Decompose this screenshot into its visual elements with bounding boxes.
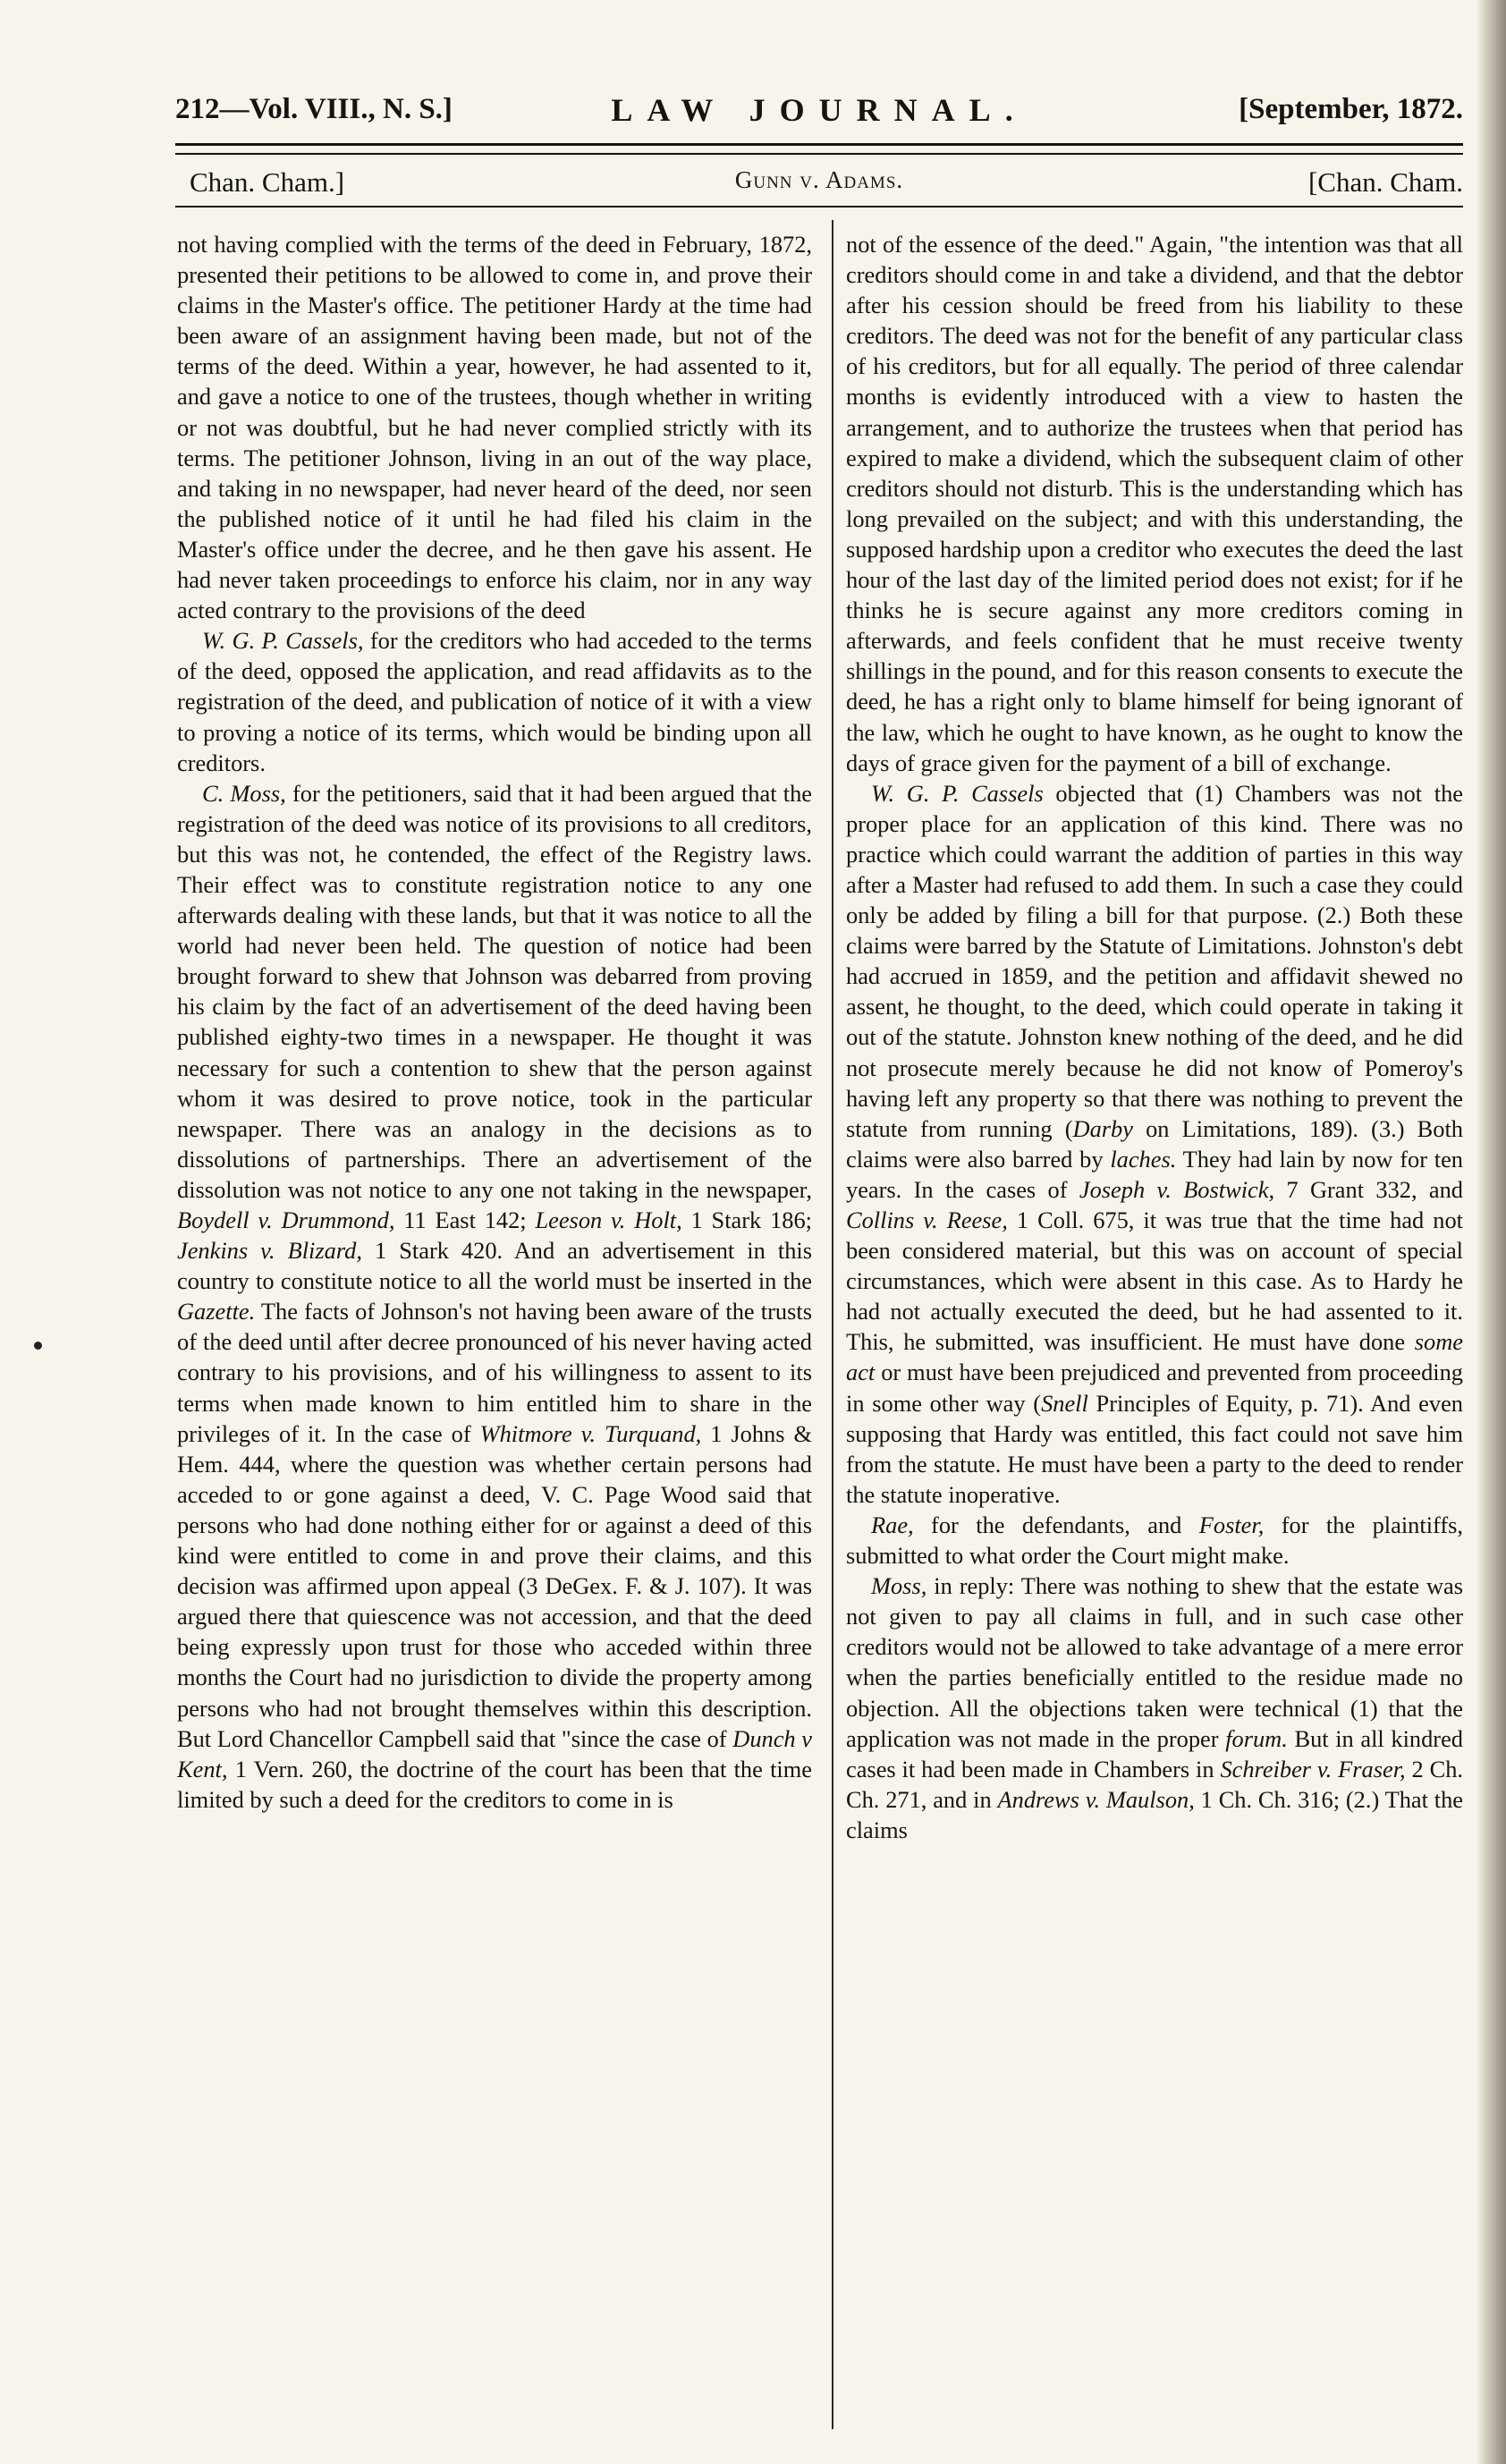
header-double-rule	[175, 143, 1463, 155]
case-title: Gunn v. Adams.	[734, 166, 904, 193]
court-right: [Chan. Cham.	[1307, 166, 1463, 198]
column-divider	[832, 220, 833, 2429]
court-left: Chan. Cham.]	[190, 166, 345, 198]
header-rule	[175, 206, 1463, 207]
paragraph: not having complied with the terms of the deed in February, 1872, presented their petitions to be allowed to come in, and prove their claims in the Master's office. The petitioner Hardy at the time had been aware of an assignment having been made, but not of the terms of the deed. Within a year, however, he had assented to it, and gave a notice to one of the trustees, though whether in writing or not was doubtful, but he had never complied strictly with its terms. The petitioner Johnson, living in an out of the way place, and taking in no newspaper, had never heard of the deed, nor seen the published notice of it until he had filed his claim in the Master's office under the decree, and he then gave his assent. He had never taken proceedings to enforce his claim, nor in any way acted contrary to the provisions of the deed	[177, 231, 812, 624]
paragraph: Moss, in reply: There was nothing to shew that the estate was not given to pay all claims in full, and in such case other creditors would not be allowed to take advantage of a mere error when the parties beneficially entitled to the residue made no objection. All the objections taken were technical (1) that the application was not made in the proper forum. But in all kindred cases it had been made in Chambers in Schreiber v. Fraser, 2 Ch. Ch. 271, and in Andrews v. Maulson, 1 Ch. Ch. 316; (2.) That the claims	[846, 1572, 1463, 1843]
right-column	[846, 229, 1463, 2429]
paragraph: C. Moss, for the petitioners, said that it had been argued that the registration of the deed was notice of its provisions to all creditors, but this was not, he contended, the effect of the Registry laws. Their effect was to constitute registration notice to any one afterwards dealing with these lands, but that it was notice to all the world had never been held. The question of notice had been brought forward to shew that Johnson was debarred from proving his claim by the fact of an advertisement of the deed having been published eighty-two times in a newspaper. He thought it was necessary for such a contention to shew that the person against whom it was desired to prove notice, took in the particular newspaper. There was an analogy in the decisions as to dissolutions of partnerships. There an advertisement of the dissolution was not notice to any one not taking in the newspaper, Boydell v. Drummond, 11 East 142; Leeson v. Holt, 1 Stark 186; Jenkins v. Blizard, 1 Stark 420. And an advertisement in this country to constitute notice to all the world must be inserted in the Gazette. The facts of Johnson's not having been aware of the trusts of the deed until after decree pronounced of his never having acted contrary to his provisions, and of his willingness to assent to its terms when made known to him entitled him to share in the privileges of it. In the case of Whitmore v. Turquand, 1 Johns & Hem. 444, where the question was whether certain persons had acceded to or gone against a deed, V. C. Page Wood said that persons who had done nothing either for or against a deed of this kind were entitled to come in and prove their claims, and this decision was affirmed upon appeal (3 DeGex. F. & J. 107). It was argued there that quiescence was not accession, and that the deed being expressly upon trust for those who acceded within three months the Court had no jurisdiction to divide the property among persons who had not brought themselves within this description. But Lord Chancellor Campbell said that "since the case of Dunch v Kent, 1 Vern. 260, the doctrine of the court has been that the time limited by such a deed for the creditors to come in is	[177, 779, 812, 1813]
page-volume: 212—Vol. VIII., N. S.]	[175, 93, 453, 125]
page-edge-shadow	[1476, 0, 1506, 2464]
running-header	[175, 93, 1463, 140]
case-header	[175, 161, 1463, 204]
paragraph: Rae, for the defendants, and Foster, for the plaintiffs, submitted to what order the Court might make.	[846, 1511, 1463, 1570]
ink-spot	[34, 1342, 42, 1350]
journal-title: LAW JOURNAL.	[611, 92, 1028, 128]
issue-date: [September, 1872.	[1239, 93, 1463, 125]
left-column	[177, 229, 812, 2429]
paragraph: W. G. P. Cassels, for the creditors who had acceded to the terms of the deed, opposed the application, and read affidavits as to the registration of the deed, and publication of notice of it with a view to proving a notice of its terms, which would be binding upon all creditors.	[177, 627, 812, 776]
paragraph: not of the essence of the deed." Again, "the intention was that all creditors should come in and take a dividend, and that the debtor after his cession should be freed from his liability to these creditors. The deed was not for the benefit of any particular class of his creditors, but for all equally. The period of three calendar months is evidently introduced with a view to hasten the arrangement, and to authorize the trustees when that period has expired to make a dividend, which the subsequent claim of other creditors should not disturb. This is the understanding which has long prevailed on the subject; and with this understanding, the supposed hardship upon a creditor who executes the deed the last hour of the last day of the limited period does not exist; for if he thinks he is secure against any more creditors coming in afterwards, and feels confident that he must receive twenty shillings in the pound, and for this reason consents to execute the deed, he has a right only to blame himself for being ignorant of the law, which he ought to have known, as he ought to know the days of grace given for the payment of a bill of exchange.	[846, 231, 1463, 776]
paragraph: W. G. P. Cassels objected that (1) Chambers was not the proper place for an application of this kind. There was no practice which could warrant the addition of parties in this way after a Master had refused to add them. In such a case they could only be added by filing a bill for that purpose. (2.) Both these claims were barred by the Statute of Limitations. Johnston's debt had accrued in 1859, and the petition and affidavit shewed no assent, he thought, to the deed, which could operate in taking it out of the statute. Johnston knew nothing of the deed, and he did not prosecute merely because he did not know of Pomeroy's having left any property so that there was nothing to prevent the statute from running (Darby on Limitations, 189). (3.) Both claims were also barred by laches. They had lain by now for ten years. In the cases of Joseph v. Bostwick, 7 Grant 332, and Collins v. Reese, 1 Coll. 675, it was true that the time had not been considered material, but this was on account of special circumstances, which were absent in this case. As to Hardy he had not actually executed the deed, but he had assented to it. This, he submitted, was insufficient. He must have done some act or must have been prejudiced and prevented from proceeding in some other way (Snell Principles of Equity, p. 71). And even supposing that Hardy was entitled, this fact could not save him from the statute. He must have been a party to the deed to render the statute inoperative.	[846, 779, 1463, 1508]
